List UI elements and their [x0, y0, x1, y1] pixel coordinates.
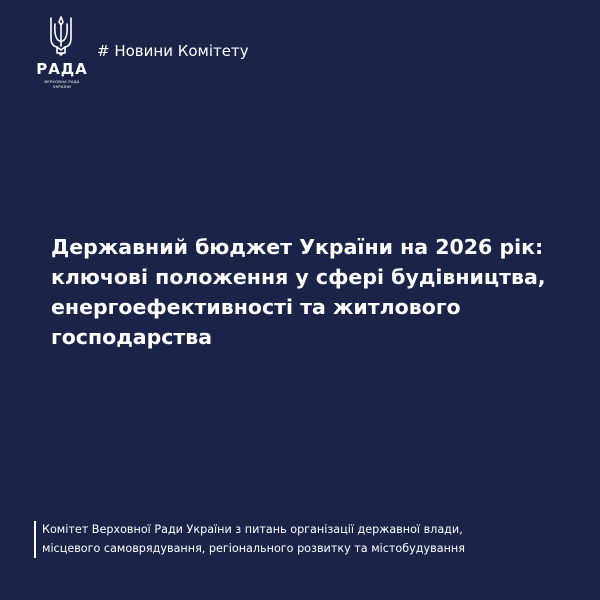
logo-subtitle-line: УКРАЇНИ [52, 84, 72, 89]
rada-logo [36, 16, 92, 92]
footer-line: місцевого самоврядування, регіонального розвитку та містобудування [42, 541, 465, 555]
headline [51, 232, 571, 352]
logo-subtitle [36, 79, 88, 89]
headline-line: ключові положення у сфері будівництва, [51, 265, 546, 289]
logo-wordmark: РАДА [36, 60, 88, 78]
trident-icon [48, 16, 74, 56]
headline-line: господарства [51, 325, 213, 349]
footer-divider [34, 521, 36, 558]
committee-footer [42, 521, 582, 558]
headline-line: енергоефективності та житлового [51, 295, 461, 319]
headline-line: Державний бюджет України на 2026 рік: [51, 235, 544, 259]
footer-line: Комітет Верховної Ради України з питань організації державної влади, [42, 523, 463, 536]
news-tag: # Новини Комітету [97, 42, 249, 60]
logo-subtitle-line: ВЕРХОВНА РАДА [44, 79, 80, 84]
